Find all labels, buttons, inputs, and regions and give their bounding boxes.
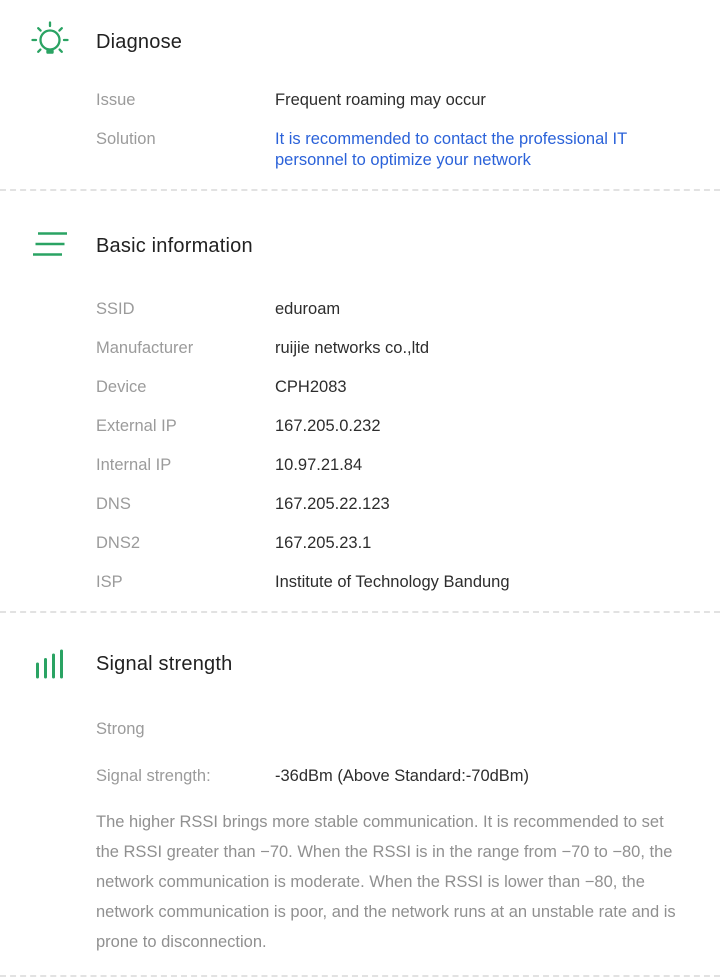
dns-row <box>0 494 720 515</box>
basic-information-header <box>0 229 720 263</box>
dashed-divider-1 <box>0 189 720 191</box>
internal-ip-value: 10.97.21.84 <box>275 456 363 474</box>
isp-row <box>0 572 720 593</box>
dns-value: 167.205.22.123 <box>275 495 390 513</box>
diagnose-header <box>0 20 720 64</box>
signal-quality-label: Strong <box>96 720 145 738</box>
device-value: CPH2083 <box>275 378 347 396</box>
isp-label: ISP <box>96 573 123 591</box>
signal-strength-label: Signal strength: <box>96 767 211 785</box>
list-icon <box>30 229 70 263</box>
dns2-row <box>0 533 720 554</box>
signal-strength-row <box>0 766 720 787</box>
section-diagnose <box>0 0 720 171</box>
manufacturer-row <box>0 338 720 359</box>
basic-information-title: Basic information <box>96 234 253 257</box>
issue-value: Frequent roaming may occur <box>275 91 486 109</box>
diagnose-rows <box>0 90 720 171</box>
solution-link[interactable]: It is recommended to contact the professional IT personnel to optimize your network <box>275 130 627 169</box>
internal-ip-row <box>0 455 720 476</box>
signal-strength-header <box>0 649 720 679</box>
external-ip-row <box>0 416 720 437</box>
external-ip-label: External IP <box>96 417 177 435</box>
device-label: Device <box>96 378 147 396</box>
signal-strength-value: -36dBm (Above Standard:-70dBm) <box>275 767 530 785</box>
dns-label: DNS <box>96 495 131 513</box>
device-row <box>0 377 720 398</box>
rssi-description: The higher RSSI brings more stable communication. It is recommended to set the RSSI greater than −70. When the RSSI is in the range from −70 to −80, the network communication is moderate. When the RSSI is lower than −80, the network communication is poor, and the network runs at an unstable rate and is prone to disconnection. <box>96 813 676 951</box>
dns2-label: DNS2 <box>96 534 141 552</box>
signal-bars-icon <box>30 649 70 679</box>
ssid-value: eduroam <box>275 300 341 318</box>
manufacturer-label: Manufacturer <box>96 339 194 357</box>
manufacturer-value: ruijie networks co.,ltd <box>275 339 430 357</box>
solution-row <box>0 129 720 171</box>
dns2-value: 167.205.23.1 <box>275 534 372 552</box>
ssid-label: SSID <box>96 300 135 318</box>
lightbulb-icon <box>30 20 70 64</box>
ssid-row <box>0 299 720 320</box>
isp-value: Institute of Technology Bandung <box>275 573 510 591</box>
internal-ip-label: Internal IP <box>96 456 172 474</box>
signal-strength-title: Signal strength <box>96 652 233 675</box>
issue-label: Issue <box>96 91 136 109</box>
diagnose-title: Diagnose <box>96 30 183 53</box>
dashed-divider-2 <box>0 611 720 613</box>
external-ip-value: 167.205.0.232 <box>275 417 381 435</box>
section-basic-information <box>0 229 720 593</box>
issue-row <box>0 90 720 111</box>
solution-label: Solution <box>96 130 156 148</box>
section-signal-strength <box>0 649 720 957</box>
basic-information-rows <box>0 299 720 593</box>
